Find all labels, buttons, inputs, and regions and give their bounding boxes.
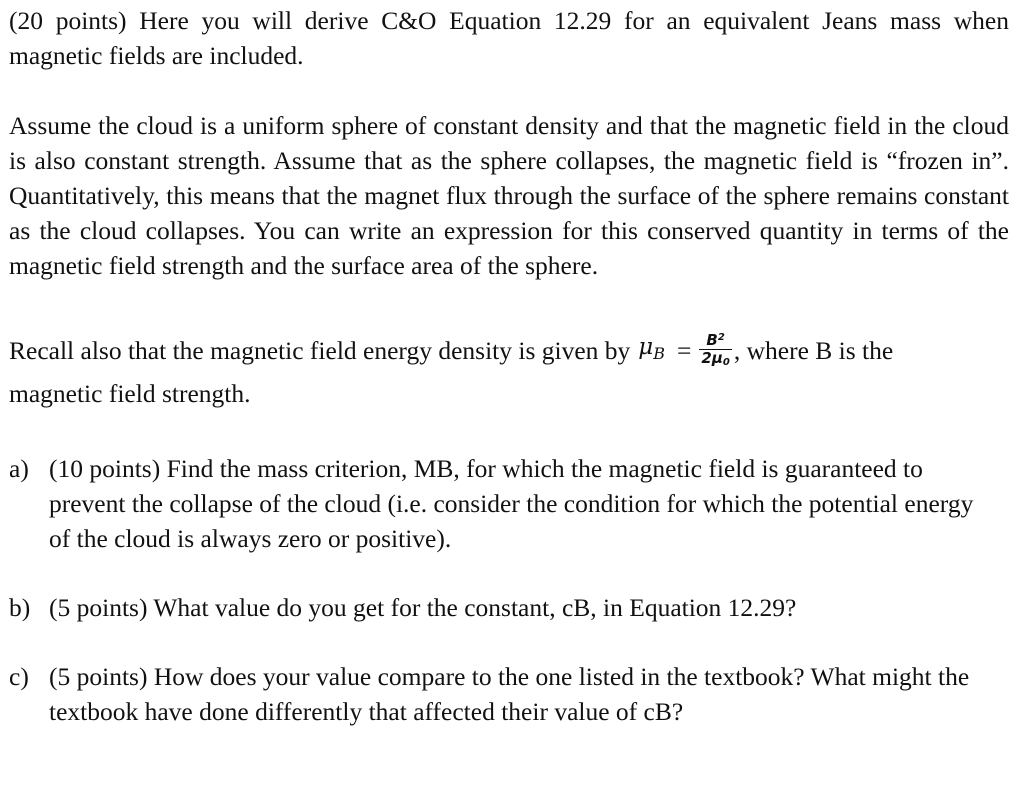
problem-document: [9, 3, 1009, 763]
question-label: a): [9, 454, 29, 483]
energy-density-mu: μ: [638, 333, 654, 360]
equals-sign: =: [677, 335, 692, 365]
recall-equation-line: [9, 328, 1009, 372]
denominator-base: 2μ: [701, 349, 723, 367]
denominator-subscript: 0: [722, 357, 730, 368]
question-a: [9, 451, 1009, 556]
question-label: c): [9, 662, 29, 691]
assumptions-paragraph: Assume the cloud is a uniform sphere of constant density and that the magnetic field in the cloud is also constant strength. Assume that as the sphere collapses, the magnetic field is “frozen in”. Quantitatively, this means that the magnet flux through the surface of the sphere remains constant as the cloud collapses. You can write an expression for this conserved quantity in terms of the magnetic field strength and the surface area of the sphere.: [9, 111, 1009, 280]
problem-intro: (20 points) Here you will derive C&O Equation 12.29 for an equivalent Jeans mass when magnetic fields are included.: [9, 6, 1009, 70]
fraction-numerator: [704, 332, 726, 349]
energy-density-subscript: B: [653, 343, 665, 363]
question-text: (5 points) What value do you get for the constant, cB, in Equation 12.29?: [49, 593, 797, 622]
question-c: [9, 659, 1009, 729]
energy-density-symbol: [638, 330, 665, 371]
numerator-exponent: 2: [717, 332, 725, 343]
question-b: [9, 590, 1009, 625]
recall-prefix: Recall also that the magnetic field energy density is given by: [9, 335, 631, 365]
fraction-denominator: [699, 350, 731, 368]
question-text: (5 points) How does your value compare to the one listed in the textbook? What might the textbook have done differently that affected their value of cB?: [49, 662, 970, 726]
energy-density-fraction: [699, 332, 731, 368]
question-text: (10 points) Find the mass criterion, MB, for which the magnetic field is guaranteed to prevent the collapse of the cloud (i.e. consider the condition for which the potential energy of the cloud is always zero or positive).: [49, 454, 974, 553]
question-label: b): [9, 593, 31, 622]
numerator-base: B: [706, 331, 718, 349]
recall-suffix: , where B is the: [733, 335, 894, 365]
recall-continuation: magnetic field strength.: [9, 379, 251, 408]
